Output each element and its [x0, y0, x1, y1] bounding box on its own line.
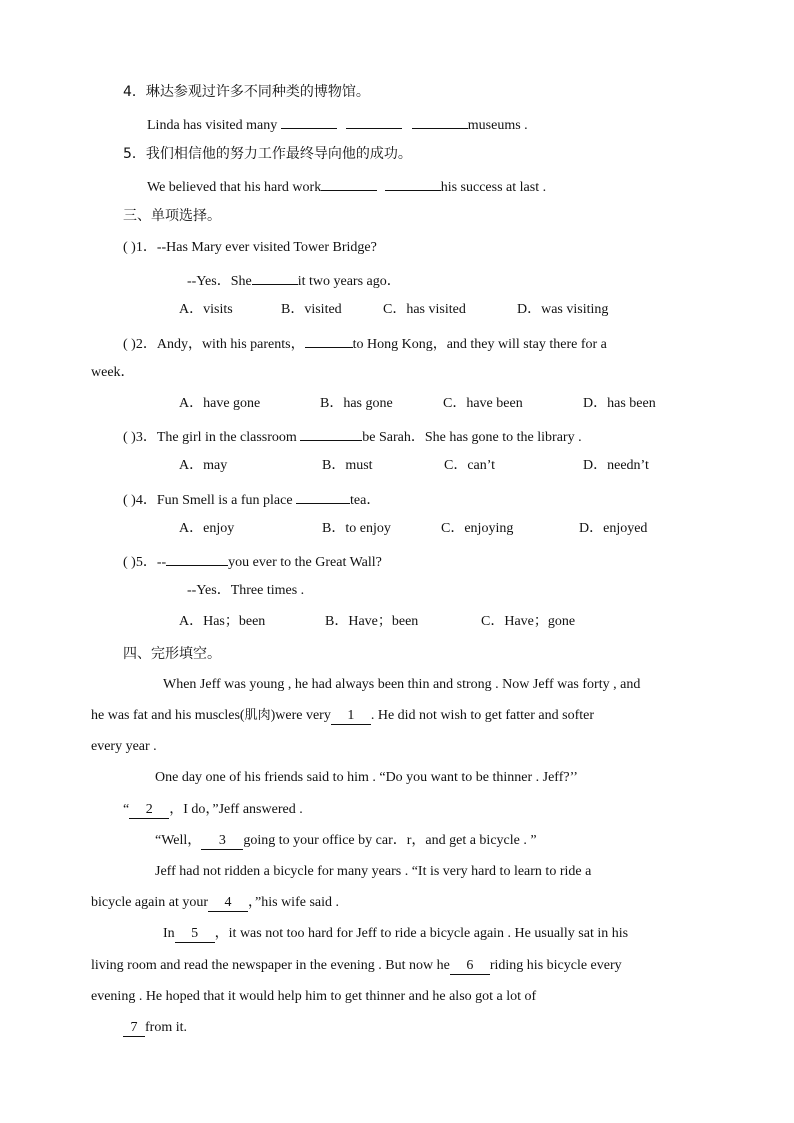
cloze-line-2-cn: 肌肉 — [244, 708, 271, 723]
q4-paren[interactable]: ( )4． — [123, 493, 157, 508]
q1-reply — [187, 269, 401, 292]
q5-text-a: We believed that his hard work — [147, 180, 322, 195]
q1-blank[interactable] — [252, 269, 298, 285]
q2-stem-a: Andy，with his parents， — [156, 337, 305, 352]
q2-option-d[interactable]: D．has been — [583, 396, 656, 411]
cloze-line-10-b: riding his bicycle every — [489, 958, 622, 973]
q4-text-b: museums . — [467, 118, 528, 133]
q2-stem-b: to Hong Kong，and they will stay there for a — [352, 337, 607, 352]
cloze-line-2 — [91, 706, 594, 726]
q5-stem-a: -- — [156, 555, 167, 570]
cloze-line-2-a: he was fat and his muscles( — [91, 708, 245, 723]
cloze-blank-3[interactable]: 3 — [201, 833, 243, 850]
choice-q4 — [123, 488, 380, 511]
cloze-line-10 — [91, 956, 622, 976]
q3-option-a[interactable]: A．may — [179, 458, 228, 473]
q4-chinese: 4．琳达参观过许多不同种类的博物馆。 — [123, 84, 370, 100]
q1-reply-b: it two years ago． — [297, 274, 401, 289]
q5-text-b: his success at last . — [440, 180, 547, 195]
cloze-line-6 — [155, 831, 537, 851]
cloze-blank-4[interactable]: 4 — [208, 895, 248, 912]
cloze-line-7: Jeff had not ridden a bicycle for many years . “It is very hard to learn to ride a — [155, 864, 592, 879]
q3-paren[interactable]: ( )3． — [123, 430, 157, 445]
cloze-line-9-a: In — [163, 926, 175, 941]
q1-option-c[interactable]: C．has visited — [383, 302, 466, 317]
choice-q5 — [123, 550, 382, 573]
q1-reply-a: --Yes．She — [187, 274, 252, 289]
cloze-line-6-a: “Well， — [155, 833, 202, 848]
cloze-line-3: every year . — [91, 739, 157, 754]
q2-blank[interactable] — [305, 332, 353, 348]
q2-paren[interactable]: ( )2． — [123, 337, 157, 352]
q3-blank[interactable] — [300, 425, 362, 441]
q2-option-c[interactable]: C．have been — [443, 396, 523, 411]
choice-q3 — [123, 425, 582, 448]
q4-option-d[interactable]: D．enjoyed — [579, 521, 648, 536]
cloze-line-12 — [123, 1018, 187, 1038]
cloze-line-8-a: bicycle again at your — [91, 895, 209, 910]
q4-english — [147, 113, 528, 136]
cloze-line-8-b: ，”his wife said . — [248, 895, 339, 910]
q1-option-a[interactable]: A．visits — [179, 302, 233, 317]
q4-blank-2[interactable] — [346, 113, 402, 129]
q5-stem-b: you ever to the Great Wall? — [228, 555, 382, 570]
cloze-line-9-b: ，it was not too hard for Jeff to ride a bicycle again . He usually sat in his — [214, 926, 629, 941]
choice-q2 — [123, 332, 607, 355]
cloze-line-2-b: )were very — [270, 708, 331, 723]
cloze-line-5 — [123, 800, 303, 820]
q3-option-d[interactable]: D．needn’t — [583, 458, 649, 473]
q4-option-b[interactable]: B．to enjoy — [322, 521, 391, 536]
q5-choice-blank[interactable] — [166, 550, 228, 566]
q1-option-d[interactable]: D．was visiting — [517, 302, 609, 317]
q4-option-a[interactable]: A．enjoy — [179, 521, 235, 536]
q5-option-c[interactable]: C．Have；gone — [481, 614, 576, 629]
cloze-blank-1[interactable]: 1 — [331, 708, 371, 725]
q5-blank-1[interactable] — [321, 175, 377, 191]
q5-english — [147, 175, 546, 198]
q1-option-b[interactable]: B．visited — [281, 302, 342, 317]
section-cloze-heading: 四、完形填空。 — [123, 646, 221, 662]
cloze-blank-7[interactable]: 7 — [123, 1020, 145, 1037]
q2-stem-c: week． — [91, 365, 135, 380]
cloze-line-9 — [163, 924, 628, 944]
q5-option-b[interactable]: B．Have；been — [325, 614, 419, 629]
q4-stem-a: Fun Smell is a fun place — [156, 493, 293, 508]
q4-choice-blank[interactable] — [296, 488, 350, 504]
q4-blank-3[interactable] — [412, 113, 468, 129]
q4-blank-1[interactable] — [281, 113, 337, 129]
cloze-line-8 — [91, 893, 339, 913]
cloze-line-4: One day one of his friends said to him . “Do you want to be thinner . Jeff?’’ — [155, 770, 578, 785]
cloze-line-5-a: “ — [123, 802, 130, 817]
cloze-line-1: When Jeff was young , he had always been thin and strong . Now Jeff was forty , and — [163, 677, 641, 692]
q1-paren[interactable]: ( )1． — [123, 240, 157, 255]
q5-blank-2[interactable] — [385, 175, 441, 191]
q2-option-a[interactable]: A．have gone — [179, 396, 261, 411]
cloze-blank-6[interactable]: 6 — [450, 958, 490, 975]
q3-stem-a: The girl in the classroom — [156, 430, 297, 445]
cloze-line-2-c: . He did not wish to get fatter and softer — [370, 708, 595, 723]
cloze-line-5-b: ，I do，”Jeff answered . — [169, 802, 303, 817]
cloze-blank-5[interactable]: 5 — [175, 926, 215, 943]
q5-chinese: 5．我们相信他的努力工作最终导向他的成功。 — [123, 146, 412, 162]
cloze-line-6-b: going to your office by car．r，and get a bicycle . ” — [243, 833, 537, 848]
cloze-line-11: evening . He hoped that it would help him to get thinner and he also got a lot of — [91, 989, 537, 1004]
choice-q1 — [123, 238, 377, 258]
cloze-line-10-a: living room and read the newspaper in the evening . But now he — [91, 958, 450, 973]
q5-reply: --Yes．Three times . — [187, 583, 305, 598]
section-choice-heading: 三、单项选择。 — [123, 208, 221, 224]
q3-option-c[interactable]: C．can’t — [444, 458, 496, 473]
q3-option-b[interactable]: B．must — [322, 458, 373, 473]
q4-stem-b: tea． — [350, 493, 381, 508]
q3-stem-b: be Sarah．She has gone to the library . — [362, 430, 582, 445]
q4-option-c[interactable]: C．enjoying — [441, 521, 514, 536]
q4-text-a: Linda has visited many — [147, 118, 278, 133]
q2-option-b[interactable]: B．has gone — [320, 396, 393, 411]
q5-option-a[interactable]: A．Has；been — [179, 614, 266, 629]
q1-stem: --Has Mary ever visited Tower Bridge? — [156, 240, 377, 255]
cloze-blank-2[interactable]: 2 — [129, 802, 169, 819]
cloze-line-12-b: from it. — [145, 1020, 187, 1035]
q5-paren[interactable]: ( )5． — [123, 555, 157, 570]
